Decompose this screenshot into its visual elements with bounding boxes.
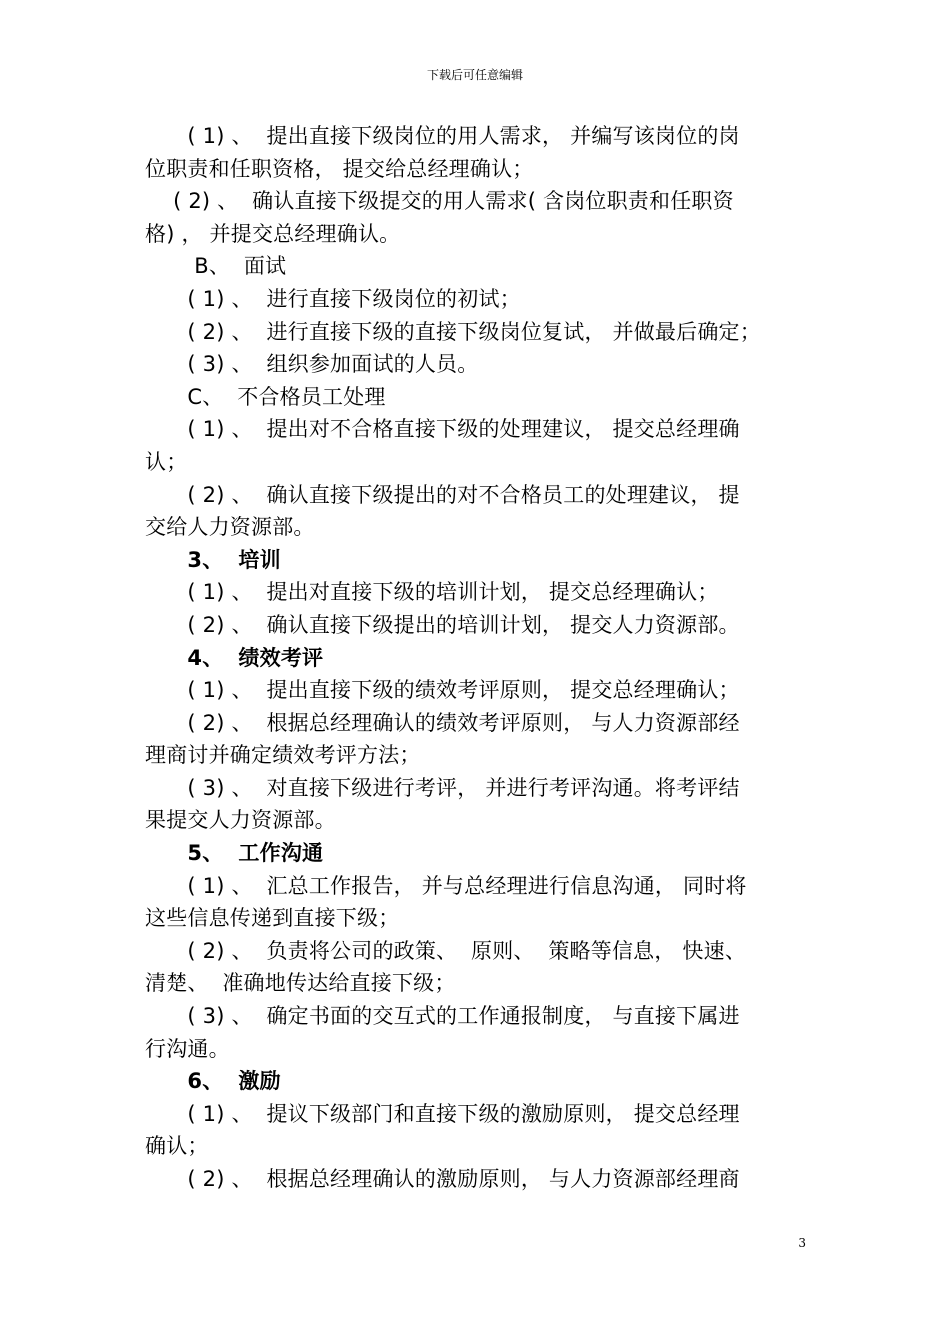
- text-line: 清楚、 准确地传达给直接下级；: [145, 971, 456, 996]
- text-line: ( 1) 、 进行直接下级岗位的初试；: [145, 286, 521, 311]
- text-line: ( 3) 、 对直接下级进行考评， 并进行考评沟通。将考评结: [145, 775, 740, 800]
- section-heading: 6、 激励: [145, 1069, 281, 1094]
- text-line: ( 1) 、 提出直接下级岗位的用人需求， 并编写该岗位的岗: [145, 124, 740, 148]
- section-heading: 5、 工作沟通: [145, 841, 324, 866]
- text-line: 确认；: [145, 1134, 209, 1159]
- text-line: ( 2) 、 确认直接下级提出的培训计划， 提交人力资源部。: [145, 612, 740, 637]
- text-line: ( 1) 、 提议下级部门和直接下级的激励原则， 提交总经理: [145, 1101, 740, 1126]
- text-line: 行沟通。: [145, 1036, 230, 1061]
- text-line: 理商讨并确定绩效考评方法；: [145, 743, 421, 768]
- page-number: 3: [798, 1236, 806, 1250]
- text-line: 这些信息传递到直接下级；: [145, 906, 400, 931]
- text-line: ( 2) 、 负责将公司的政策、 原则、 策略等信息， 快速、: [145, 938, 747, 963]
- text-line: ( 2) 、 确认直接下级提出的对不合格员工的处理建议， 提: [145, 482, 740, 507]
- text-line: ( 1) 、 提出对直接下级的培训计划， 提交总经理确认；: [145, 580, 719, 605]
- text-line: 交给人力资源部。: [145, 515, 315, 540]
- text-line: ( 2) 、 根据总经理确认的激励原则， 与人力资源部经理商: [145, 1167, 740, 1191]
- text-line: 果提交人力资源部。: [145, 808, 336, 833]
- document-body: [145, 120, 809, 1196]
- text-line: 格) ， 并提交总经理确认。: [145, 221, 401, 246]
- text-line: ( 1) 、 提出直接下级的绩效考评原则， 提交总经理确认；: [145, 678, 740, 703]
- text-line: B、 面试: [145, 254, 287, 279]
- text-line: 认；: [145, 449, 188, 474]
- text-line: C、 不合格员工处理: [145, 384, 386, 409]
- text-line: ( 3) 、 组织参加面试的人员。: [145, 352, 479, 377]
- section-heading: 4、 绩效考评: [145, 645, 324, 670]
- section-heading: 3、 培训: [145, 547, 281, 572]
- page-header: 下载后可任意编辑: [426, 68, 523, 82]
- text-line: ( 2) 、 确认直接下级提交的用人需求( 含岗位职责和任职资: [145, 189, 734, 214]
- text-line: ( 1) 、 汇总工作报告， 并与总经理进行信息沟通， 同时将: [145, 873, 747, 898]
- text-line: ( 2) 、 进行直接下级的直接下级岗位复试， 并做最后确定；: [145, 319, 761, 344]
- text-line: ( 2) 、 根据总经理确认的绩效考评原则， 与人力资源部经: [145, 710, 740, 735]
- text-line: ( 1) 、 提出对不合格直接下级的处理建议， 提交总经理确: [145, 417, 740, 442]
- text-line: 位职责和任职资格， 提交给总经理确认；: [145, 156, 534, 181]
- text-line: ( 3) 、 确定书面的交互式的工作通报制度， 与直接下属进: [145, 1004, 740, 1029]
